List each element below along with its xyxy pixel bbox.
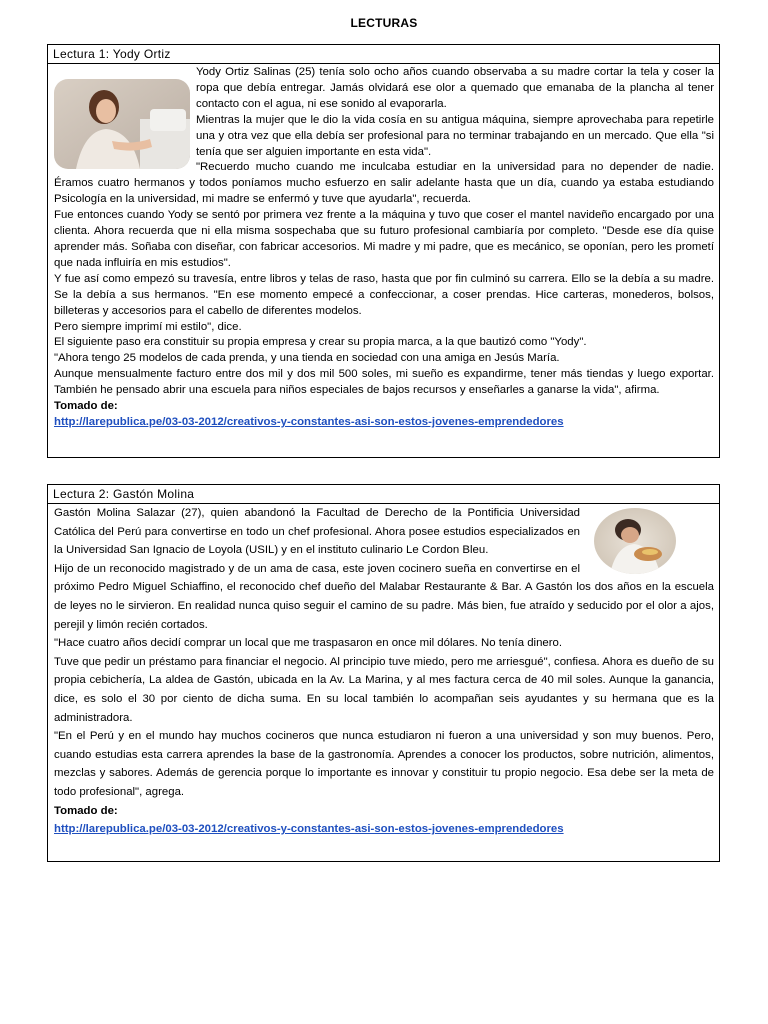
reading-2-paragraph: Hijo de un reconocido magistrado y de un ama de casa, este joven cocinero sueña en convertirse en el próximo Pedro Miguel Schiaffino, el reconocido chef dueño del Malabar Restaurante & Bar. A Gastón los dos años en la escuela de leyes no le sirvieron. En realidad nunca quiso seguir el camino de su padre. Más bien, fue atraído y seducido por el olor a ajos, perejil y limón recién cortados. [54, 562, 714, 631]
reading-2-body [48, 504, 719, 839]
reading-1-paragraph: Aunque mensualmente facturo entre dos mil y dos mil 500 soles, mi sueño es expandirme, tener más tiendas y luego exportar. También he pensado abrir una escuela para niños especiales de bajos recursos y enseñarles a ganarse la vida", afirma. [54, 368, 714, 397]
woman-sewing-photo [54, 79, 190, 169]
reading-1-paragraph: Fue entonces cuando Yody se sentó por primera vez frente a la máquina y tuvo que coser el mantel navideño encargado por una clienta. Ahora recuerda que ni ella misma sospechaba que su futuro profesional cambiaría por completo. "Desde ese día quise aprender más. Soñaba con diseñar, con fabricar accesorios. Mi madre y mi padre, que es mecánico, se oponían, pero les prometí que nada influiría en mis estudios". [54, 209, 714, 269]
reading-2-box [47, 484, 720, 862]
source-label: Tomado de: [54, 400, 118, 413]
reading-1-paragraph: El siguiente paso era constituir su propia empresa y crear su propia marca, a la que bautizó como "Yody". [54, 336, 587, 349]
source-link[interactable]: http://larepublica.pe/03-03-2012/creativos-y-constantes-asi-son-estos-jovenes-emprendedores [54, 823, 564, 836]
reading-1-paragraph: Y fue así como empezó su travesía, entre libros y telas de raso, hasta que por fin culminó su carrera. Ello se la debía a su madre. Se la debía a sus hermanos. "En ese momento empecé a confeccionar, a coser prendas. Hice carteras, monederos, bolsos, billeteras y accesorios para el cabello de diferentes modelos. [54, 272, 714, 317]
reading-1-box [47, 44, 720, 458]
reading-1-paragraph: Pero siempre imprimí mi estilo", dice. [54, 320, 242, 333]
reading-1-paragraph: Yody Ortiz Salinas (25) tenía solo ocho años cuando observaba a su madre cortar la tela y coser la ropa que debía entregar. Jamás olvidará ese olor a quemado que emanaba de la plancha al tener contacto con el agua, ni ese sonido al evaporarla. [196, 66, 714, 110]
chef-photo [594, 508, 676, 574]
reading-2-heading: Lectura 2: Gastón Molina [48, 485, 719, 504]
reading-1-paragraph: "Recuerdo mucho cuando me inculcaba estudiar en la universidad para no depender de nadie. Éramos cuatro hermanos y todos poníamos mucho esfuerzo en salir adelante hasta que un día, cuando ya estaba estudiando Psicología en la universidad, mi madre se enfermó y tuve que ayudarla", recuerda. [54, 161, 714, 206]
reading-2-paragraph: Tuve que pedir un préstamo para financiar el negocio. Al principio tuve miedo, pero me arriesgué", confiesa. Ahora es dueño de su propia cebichería, La aldea de Gastón, ubicada en la Av. La Marina, y al mes factura cerca de 40 mil soles. Aunque la ganancia, dice, es solo el 30 por ciento de dicha suma. En su local también lo acompañan seis ayudantes y su hermana que es la administradora. [54, 655, 714, 724]
reading-2-paragraph: Gastón Molina Salazar (27), quien abandonó la Facultad de Derecho de la Pontificia Universidad Católica del Perú para convertirse en todo un chef profesional. Ahora posee estudios especializados en la Universidad San Ignacio de Loyola (USIL) y en el instituto culinario Le Cordon Bleu. [54, 507, 580, 557]
source-link[interactable]: http://larepublica.pe/03-03-2012/creativos-y-constantes-asi-son-estos-jovenes-emprendedores [54, 415, 564, 428]
reading-1-body [48, 64, 719, 431]
page-title: LECTURAS [350, 16, 418, 30]
source-label: Tomado de: [54, 804, 118, 817]
reading-2-paragraph: "En el Perú y en el mundo hay muchos cocineros que nunca estudiaron ni fueron a una universidad y son muy buenos. Pero, cuando estudias esta carrera aprendes la base de la gastronomía. Aprendes a conocer los productos, sobre nutrición, alimentos, mezclas y sabores. Además de gerencia porque lo importante es innovar y constituir tu propio negocio. Esa debe ser la meta de todo profesional", agrega. [54, 730, 714, 798]
reading-1-paragraph: Mientras la mujer que le dio la vida cosía en su antigua máquina, siempre aprovechaba para repetirle una y otra vez que ella debía ser profesional para no terminar trabajando en un mercado. Que ella "si tenía que ser alguien importante en esta vida". [196, 113, 714, 158]
reading-1-paragraph: "Ahora tengo 25 modelos de cada prenda, y una tienda en sociedad con una amiga en Jesús María. [54, 352, 560, 365]
reading-1-heading: Lectura 1: Yody Ortiz [48, 45, 719, 64]
reading-2-paragraph: "Hace cuatro años decidí comprar un local que me traspasaron en once mil dólares. No tenía dinero. [54, 637, 563, 650]
